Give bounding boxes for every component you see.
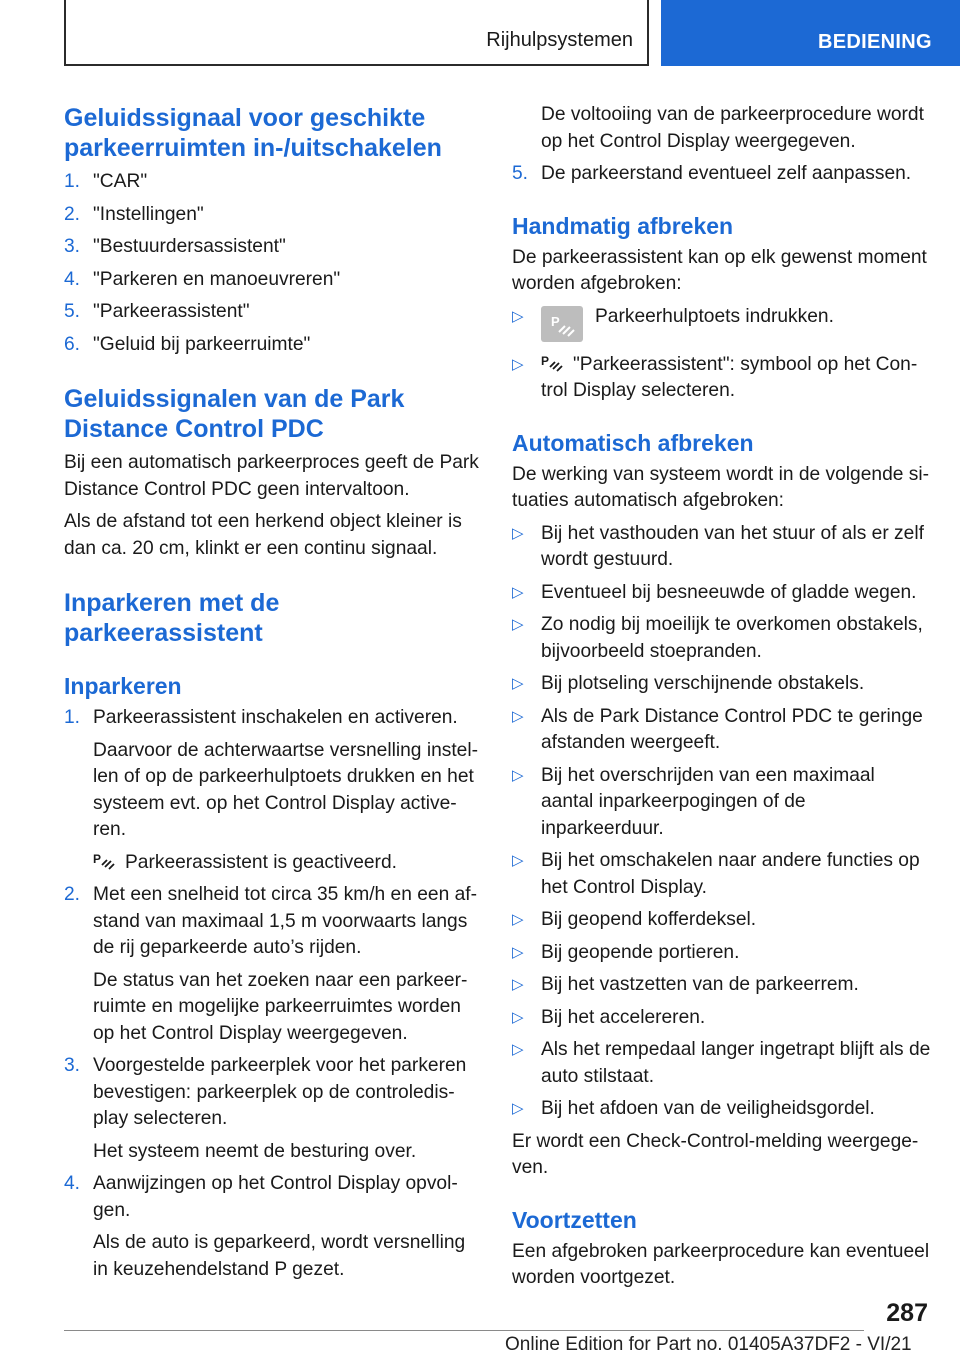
- bullet-icon: ▷: [512, 616, 524, 633]
- item-number: 1.: [64, 171, 81, 192]
- paragraph: Een afgebroken parkeerprocedure kan eventueel worden voortgezet.: [512, 1240, 930, 1288]
- item-text: Bij het vastzetten van de parkeerrem.: [541, 974, 859, 995]
- item-subtext: Als de auto is geparkeerd, wordt versnelling in keuzehendelstand P gezet.: [93, 1232, 466, 1280]
- parking-button-icon: [541, 306, 583, 342]
- item-subtext: De status van het zoeken naar een parkeer-ruimte en mogelijke parkeerruimtes worden op het Control Display weergegeven.: [93, 969, 468, 1044]
- item-number: 1.: [64, 707, 81, 728]
- item-text: Bij geopend kofferdeksel.: [541, 909, 757, 930]
- item-text: "Bestuurdersassistent": [93, 236, 286, 257]
- bullet-icon: ▷: [512, 766, 524, 784]
- item-text: Aanwijzingen op het Control Display opvol-gen.: [93, 1173, 458, 1221]
- list-item: [512, 907, 932, 934]
- list-item: [64, 234, 479, 261]
- footer-divider: [64, 1330, 864, 1331]
- item-text: Bij het accelereren.: [541, 1006, 706, 1028]
- page-number: 287: [886, 1299, 928, 1327]
- item-text: Met een snelheid tot circa 35 km/h en een af-stand van maximaal 1,5 m voorwaarts langs de rij geparkeerde auto’s rijden.: [93, 884, 477, 958]
- list-item: [512, 1096, 932, 1123]
- item-text: Voorgestelde parkeerplek voor het parkeren bevestigen: parkeerplek op de controledis-play selecteren.: [93, 1055, 467, 1129]
- item-subtext: Het systeem neemt de besturing over.: [93, 1140, 417, 1162]
- list-item: [512, 612, 932, 665]
- list-item-continuation: [512, 102, 932, 155]
- bullet-icon: ▷: [512, 1041, 524, 1058]
- heading-continue: Voortzetten: [512, 1206, 637, 1233]
- list-item: [512, 1037, 932, 1090]
- bullet-icon: ▷: [512, 976, 524, 993]
- bullet-icon: ▷: [512, 1100, 524, 1117]
- item-text: Bij het overschrijden van een maximaal aantal inparkeerpogingen of de inparkeerduur.: [541, 764, 875, 839]
- item-text: Eventueel bij besneeuwde of gladde wegen.: [541, 581, 917, 603]
- item-text: "Instellingen": [93, 203, 204, 225]
- parking-steps-list: [64, 705, 479, 1283]
- list-item: [512, 704, 932, 757]
- auto-abort-list: [512, 521, 932, 1123]
- item-text: "Geluid bij parkeerruimte": [93, 333, 311, 355]
- header-section-tab: [64, 0, 649, 66]
- item-text: "Parkeerassistent": symbool op het Con-trol Display selecteren.: [541, 353, 918, 401]
- item-number: 3.: [64, 236, 81, 257]
- heading-inparkeren-met: Inparkeren met de parkeerassistent: [64, 589, 280, 647]
- paragraph: De parkeerassistent kan op elk gewenst moment worden afgebroken:: [512, 246, 927, 294]
- svg-text:P: P: [541, 353, 550, 368]
- item-text: Parkeerhulptoets indrukken.: [595, 305, 834, 327]
- list-item: [64, 1171, 479, 1283]
- item-text: "Parkeren en manoeuvreren": [93, 268, 341, 290]
- list-item: [512, 671, 932, 698]
- list-item: [512, 940, 932, 967]
- list-item: [64, 705, 479, 876]
- item-text: Bij plotseling verschijnende obstakels.: [541, 673, 865, 694]
- item-text: Bij het vasthouden van het stuur of als er zelf wordt gestuurd.: [541, 522, 924, 570]
- item-subtext-icon: P Parkeerassistent is geactiveerd.: [93, 851, 397, 873]
- park-assist-icon: [541, 353, 565, 373]
- item-text: Bij het afdoen van de veiligheidsgordel.: [541, 1098, 875, 1119]
- list-item: [512, 580, 932, 607]
- right-column: [512, 102, 932, 1298]
- left-column: [64, 103, 479, 1289]
- section-title: Rijhulpsystemen: [486, 29, 633, 51]
- item-number: 6.: [64, 333, 81, 355]
- list-item: [512, 161, 932, 188]
- list-item: [512, 352, 932, 405]
- menu-steps-list: [64, 169, 479, 358]
- list-item: [512, 763, 932, 843]
- paragraph: Er wordt een Check-Control-melding weergege-ven.: [512, 1130, 919, 1178]
- bullet-icon: ▷: [512, 1008, 524, 1026]
- item-number: 2.: [64, 884, 81, 905]
- paragraph: Bij een automatisch parkeerproces geeft de Park Distance Control PDC geen intervaltoon.: [64, 452, 479, 500]
- item-subtext: Daarvoor de achterwaartse versnelling instel-len of op de parkeerhulptoets drukken en het systeem evt. op het Control Display active-ren.: [93, 739, 478, 840]
- list-item: [512, 304, 932, 340]
- item-number: 5.: [64, 301, 81, 322]
- list-item: [512, 848, 932, 901]
- list-item: [64, 202, 479, 229]
- heading-inparkeren: Inparkeren: [64, 673, 182, 699]
- item-text: Bij geopende portieren.: [541, 941, 740, 963]
- item-text: "CAR": [93, 171, 148, 192]
- item-text: Zo nodig bij moeilijk te overkomen obstakels, bijvoorbeeld stoepranden.: [541, 614, 923, 662]
- header-chapter-tab: [661, 0, 960, 66]
- item-text: Als het rempedaal langer ingetrapt blijft als de auto stilstaat.: [541, 1039, 931, 1087]
- bullet-icon: ▷: [512, 707, 524, 725]
- item-text: Als de Park Distance Control PDC te geringe afstanden weergeeft.: [541, 705, 923, 753]
- bullet-icon: ▷: [512, 943, 524, 961]
- park-assist-icon: [93, 851, 117, 871]
- bullet-icon: ▷: [512, 355, 524, 373]
- item-number: 4.: [64, 1173, 81, 1194]
- item-text: Parkeerassistent inschakelen en activeren.: [93, 707, 458, 728]
- footer-edition: Online Edition for Part no. 01405A37DF2 - VI/21: [505, 1334, 912, 1355]
- bullet-icon: ▷: [512, 307, 524, 325]
- list-item: [512, 972, 932, 999]
- chapter-title: BEDIENING: [818, 31, 932, 53]
- item-text: De parkeerstand eventueel zelf aanpassen.: [541, 163, 912, 184]
- heading-auto-abort: Automatisch afbreken: [512, 429, 754, 456]
- item-number: 2.: [64, 203, 81, 225]
- item-subtext: De voltooiing van de parkeerprocedure wordt op het Control Display weergegeven.: [541, 104, 924, 152]
- item-text: "Parkeerassistent": [93, 301, 250, 322]
- heading-manual-abort: Handmatig afbreken: [512, 212, 734, 239]
- paragraph: De werking van systeem wordt in de volgende si-tuaties automatisch afgebroken:: [512, 463, 929, 511]
- list-item: [512, 1005, 932, 1032]
- list-item: [64, 882, 479, 1047]
- bullet-icon: ▷: [512, 911, 524, 928]
- svg-text:P: P: [551, 313, 560, 329]
- list-item: [64, 1053, 479, 1165]
- item-number: 4.: [64, 268, 81, 290]
- bullet-icon: ▷: [512, 583, 524, 601]
- list-item: [512, 521, 932, 574]
- list-item: [64, 169, 479, 196]
- item-text: Bij het omschakelen naar andere functies op het Control Display.: [541, 850, 920, 898]
- svg-text:P: P: [93, 851, 102, 866]
- bullet-icon: ▷: [512, 675, 524, 692]
- list-item: [64, 267, 479, 294]
- heading-sound-toggle: Geluidssignaal voor geschikte parkeerruimten in-/uitschakelen: [64, 104, 442, 162]
- bullet-icon: ▷: [512, 852, 524, 869]
- heading-pdc: Geluidssignalen van de Park Distance Control PDC: [64, 385, 405, 443]
- item-number: 5.: [512, 163, 529, 184]
- paragraph: Als de afstand tot een herkend object kleiner is dan ca. 20 cm, klinkt er een continu signaal.: [64, 511, 462, 559]
- list-item: [64, 332, 479, 359]
- list-item: [64, 299, 479, 326]
- bullet-icon: ▷: [512, 524, 524, 542]
- item-number: 3.: [64, 1055, 81, 1076]
